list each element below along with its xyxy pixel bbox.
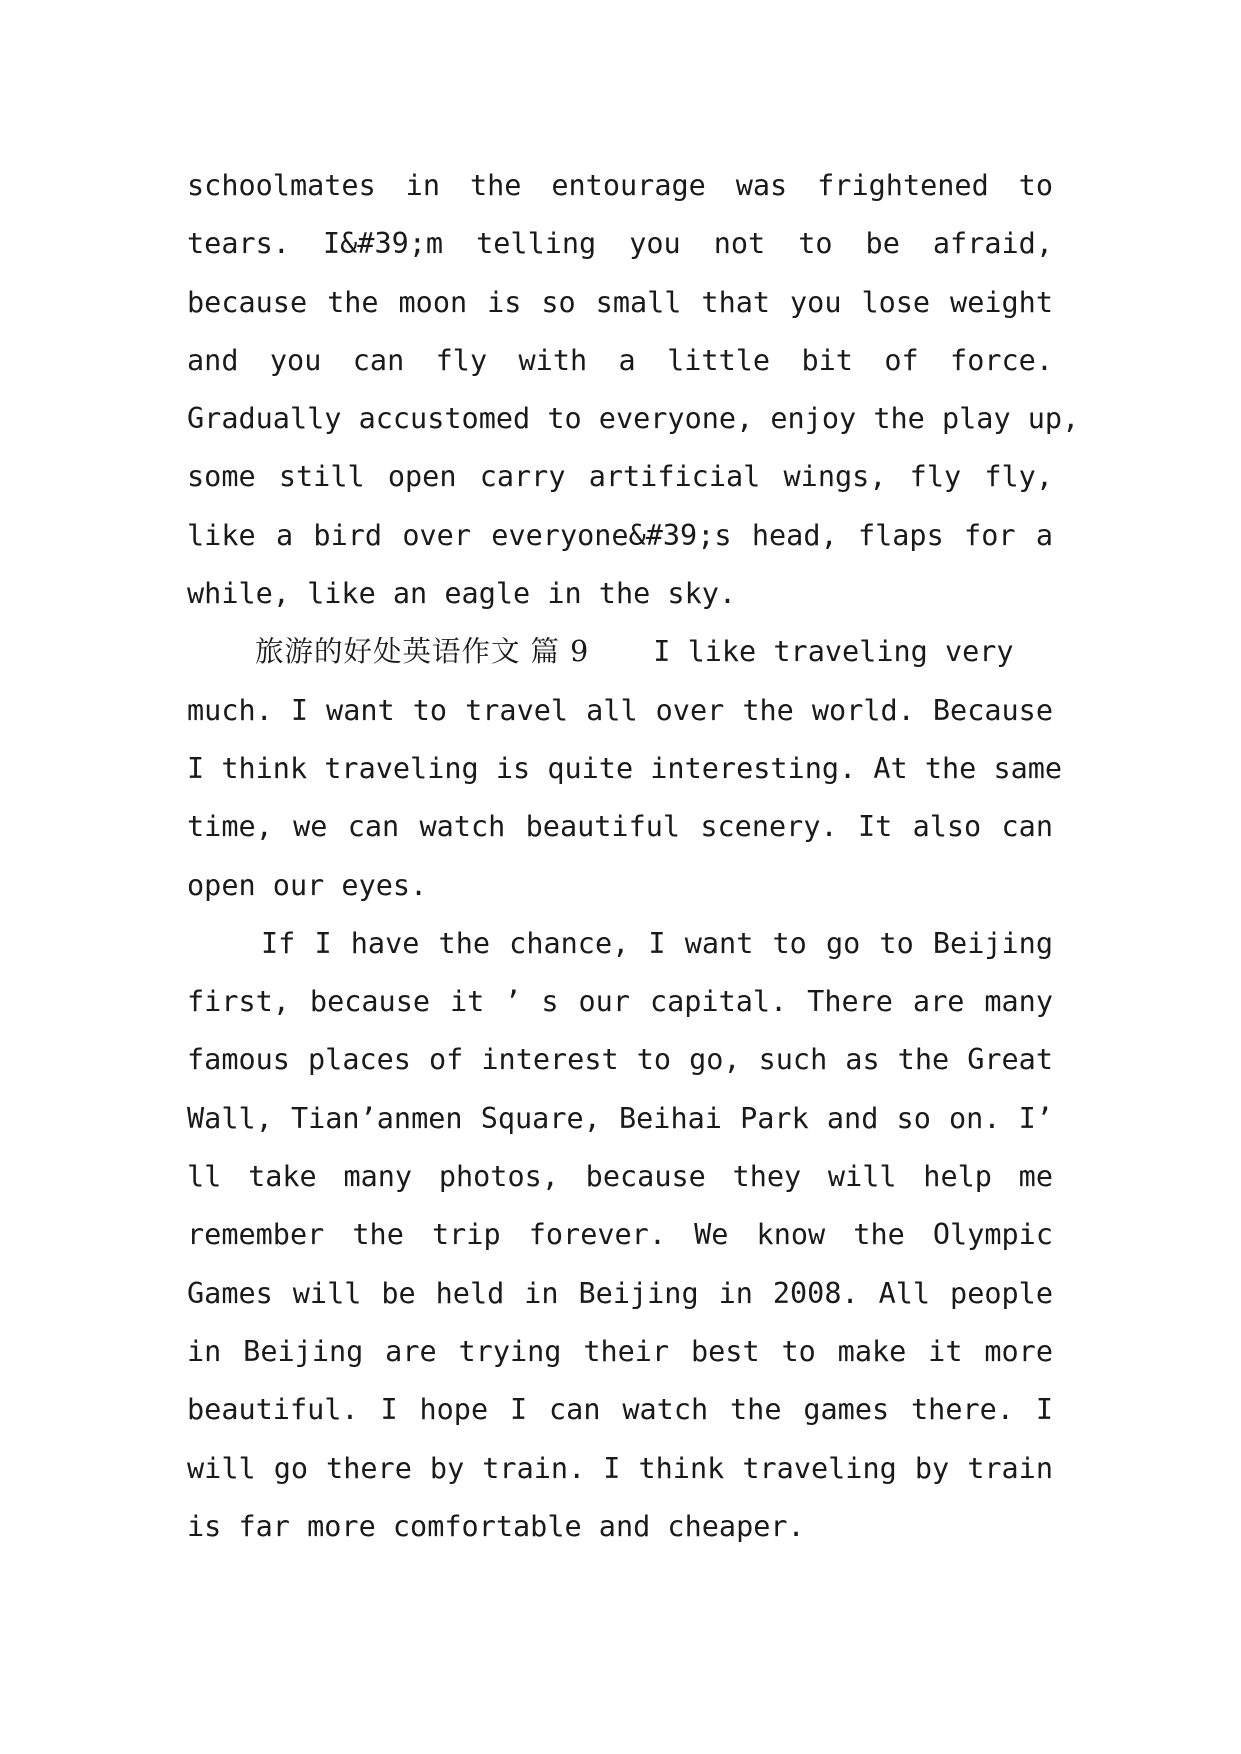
document-body [187,157,1080,1556]
text-line: time, we can watch beautiful scenery. It also can [187,810,1053,844]
section-heading-text: I like traveling very [653,635,1014,669]
text-line: famous places of interest to go, such as the Great [187,1043,1053,1077]
text-line: If I have the chance, I want to go to Beijing [261,926,1053,960]
text-line: schoolmates in the entourage was frightened to [187,169,1053,202]
text-line: some still open carry artificial wings, fly fly, [187,460,1053,494]
text-line: while, like an eagle in the sky. [187,577,737,611]
paragraph-first-line [187,915,1053,973]
text-line: is far more comfortable and cheaper. [187,1509,805,1543]
text-line: Gradually accustomed to everyone, enjoy the play up, [187,402,1080,436]
text-line: remember the trip forever. We know the Olympic [187,1218,1053,1252]
text-line: Games will be held in Beijing in 2008. All people [187,1276,1053,1310]
text-line: like a bird over everyone&#39;s head, flaps for a [187,518,1053,552]
text-line: beautiful. I hope I can watch the games there. I [187,1393,1053,1427]
text-line: first, because it ’ s our capital. There are many [187,985,1053,1019]
text-line: open our eyes. [187,868,428,902]
text-line: much. I want to travel all over the world. Because [187,693,1053,727]
section-heading-line [187,623,1053,681]
text-line: because the moon is so small that you lose weight [187,285,1053,319]
text-line: I think traveling is quite interesting. At the same [187,751,1063,785]
text-line: in Beijing are trying their best to make it more [187,1334,1053,1368]
text-line: ll take many photos, because they will help me [187,1160,1053,1194]
section-heading: 旅游的好处英语作文 篇 9 [255,635,590,669]
text-line: Wall, Tian’anmen Square, Beihai Park and so on. I’ [187,1101,1053,1135]
text-line: and you can fly with a little bit of force. [187,343,1053,377]
text-line: will go there by train. I think traveling by train [187,1451,1053,1485]
text-line: tears. I&#39;m telling you not to be afraid, [187,227,1053,261]
